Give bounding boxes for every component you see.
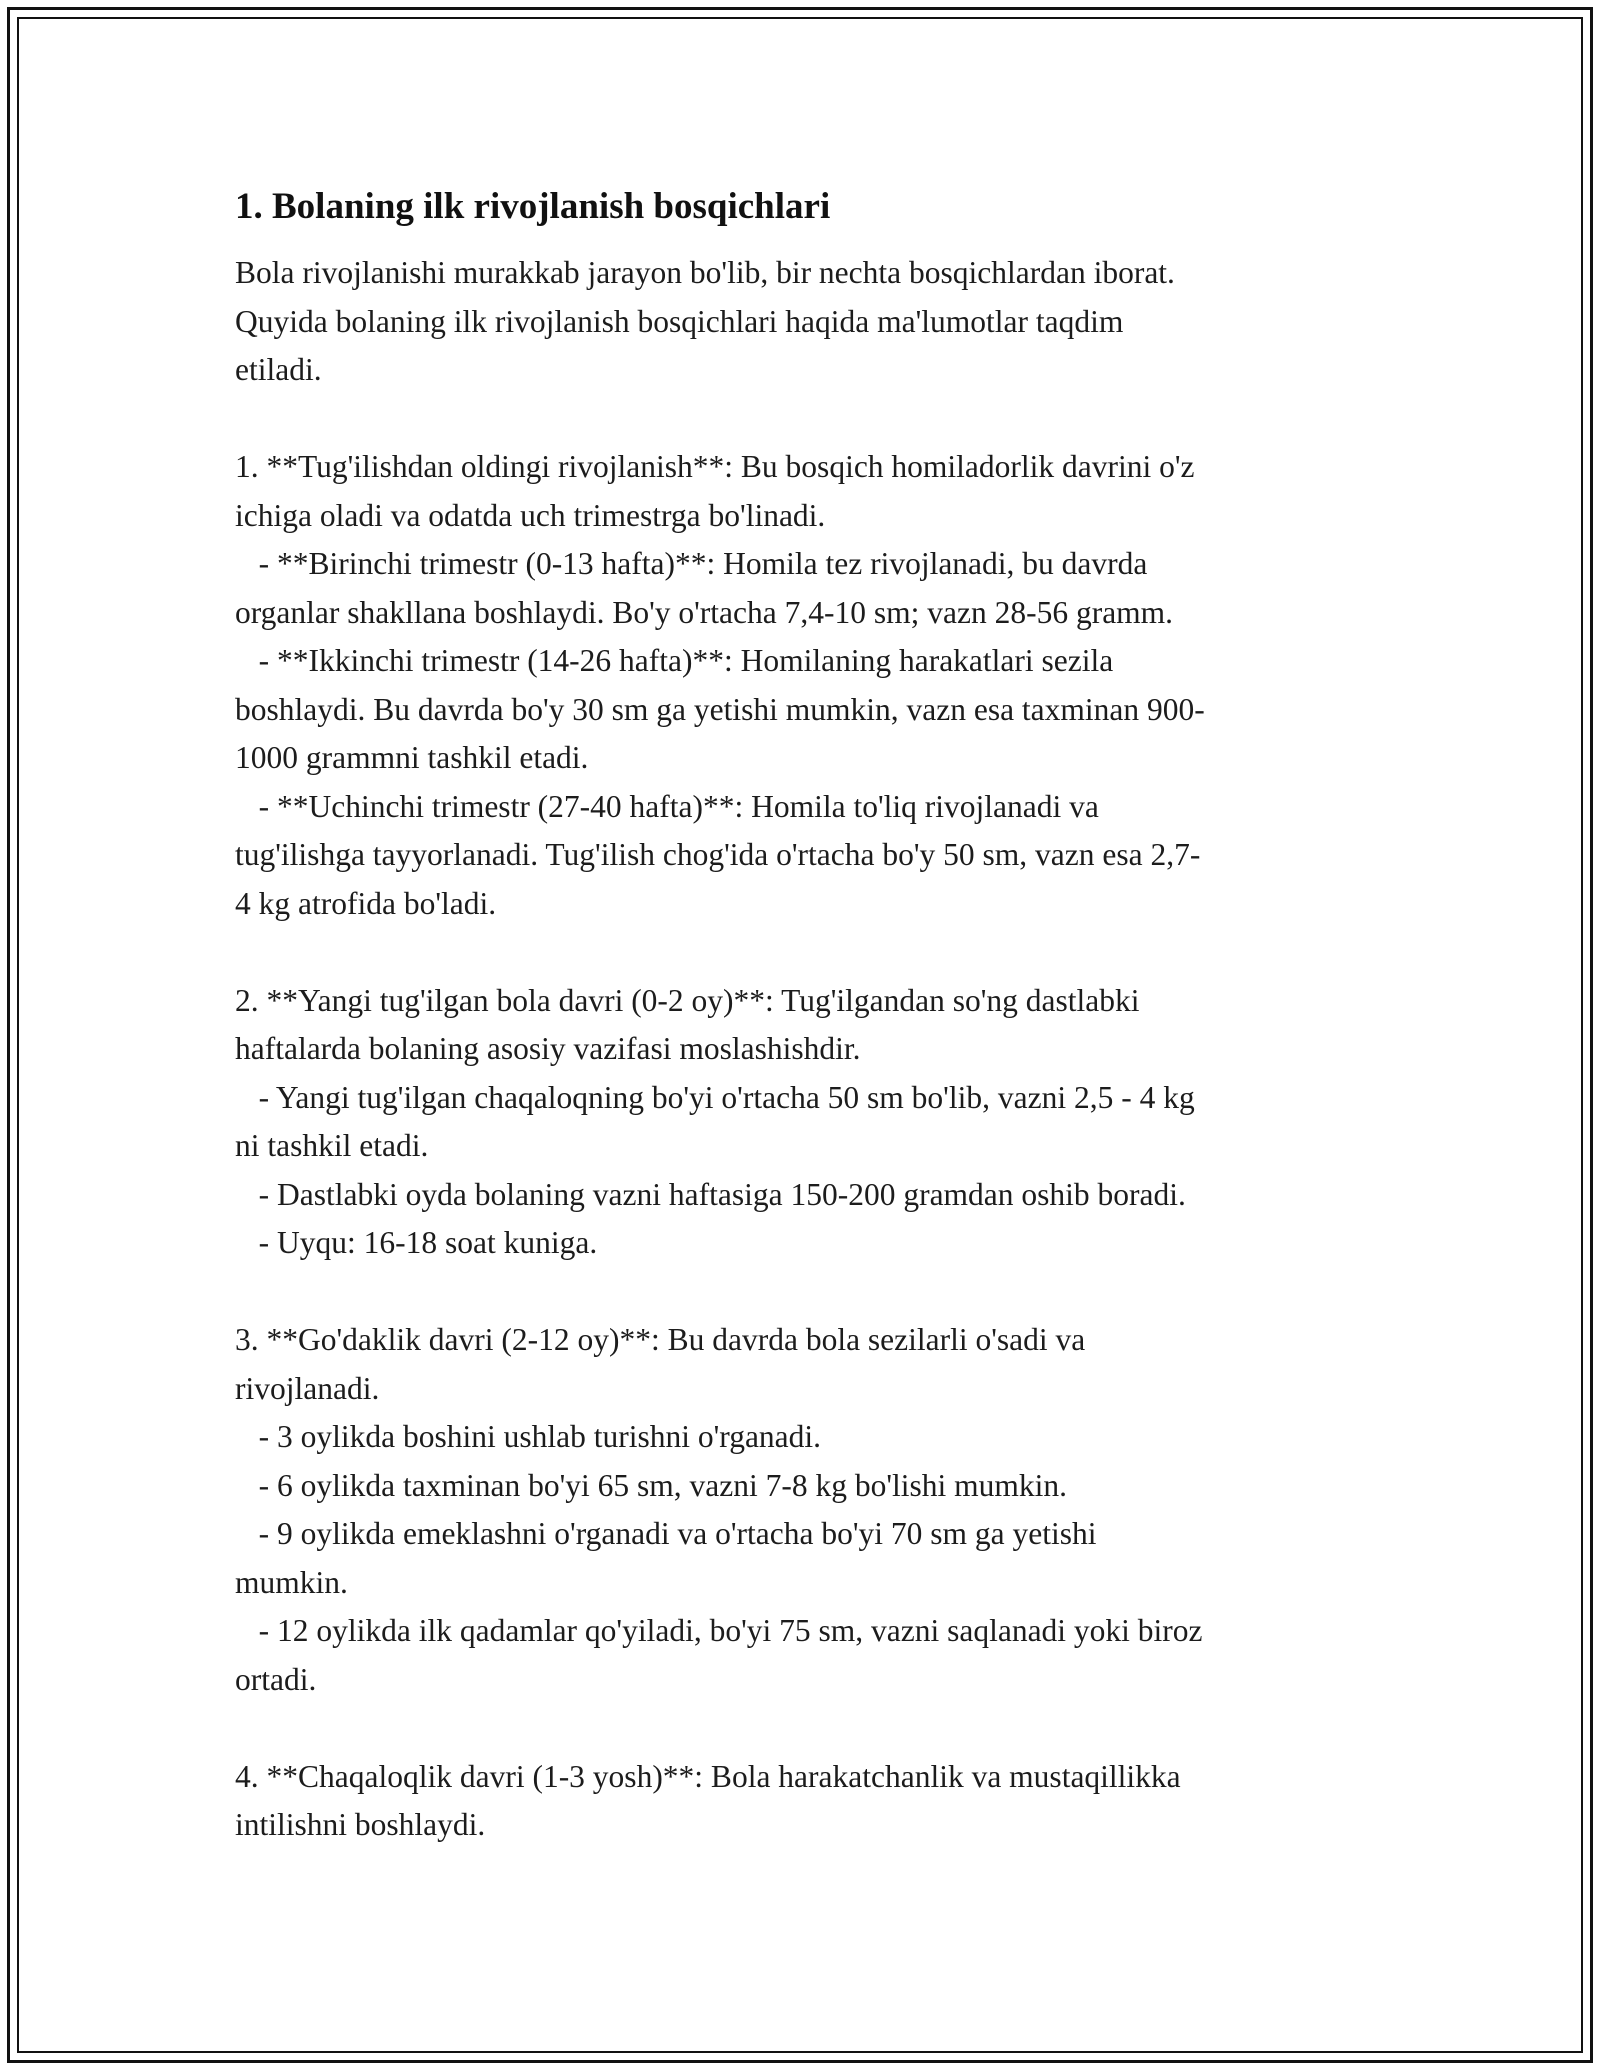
section-body-text: Bola rivojlanishi murakkab jarayon bo'lib, bir nechta bosqichlardan iborat. Quyida bolaning ilk rivojlanish bosqichlari haqida ma'lumotlar taqdim etiladi. 1. **Tug'ilishdan oldingi rivojlanish**: Bu bosqich homiladorlik davrini o'z ichiga oladi va odatda uch trimestrga bo'linadi. - **Birinchi trimestr (0-13 hafta)**: Homila tez rivojlanadi, bu davrda organlar shakllana boshlaydi. Bo'y o'rtacha 7,4-10 sm; vazn 28-56 gramm. - **Ikkinchi trimestr (14-26 hafta)**: Homilaning harakatlari sezila boshlaydi. Bu davrda bo'y 30 sm ga yetishi mumkin, vazn esa taxminan 900- 1000 grammni tashkil etadi. - **Uchinchi trimestr (27-40 hafta)**: Homila to'liq rivojlanadi va tug'ilishga tayyorlanadi. Tug'ilish chog'ida o'rtacha bo'y 50 sm, vazn esa 2,7- 4 kg atrofida bo'ladi. 2. **Yangi tug'ilgan bola davri (0-2 oy)**: Tug'ilgandan so'ng dastlabki haftalarda bolaning asosiy vazifasi moslashishdir. - Yangi tug'ilgan chaqaloqning bo'yi o'rtacha 50 sm bo'lib, vazni 2,5 - 4 kg ni tashkil etadi. - Dastlabki oyda bolaning vazni haftasiga 150-200 gramdan oshib boradi. - Uyqu: 16-18 soat kuniga. 3. **Go'daklik davri (2-12 oy)**: Bu davrda bola sezilarli o'sadi va rivojlanadi. - 3 oylikda boshini ushlab turishni o'rganadi. - 6 oylikda taxminan bo'yi 65 sm, vazni 7-8 kg bo'lishi mumkin. - 9 oylikda emeklashni o'rganadi va o'rtacha bo'yi 70 sm ga yetishi mumkin. - 12 oylikda ilk qadamlar qo'yiladi, bo'yi 75 sm, vazni saqlanadi yoki biroz ortadi. 4. **Chaqaloqlik davri (1-3 yosh)**: Bola harakatchanlik va mustaqillikka intilishni boshlaydi. [235,255,1205,1843]
document-content [235,185,1365,1850]
section-heading: 1. Bolaning ilk rivojlanish bosqichlari [235,186,831,227]
